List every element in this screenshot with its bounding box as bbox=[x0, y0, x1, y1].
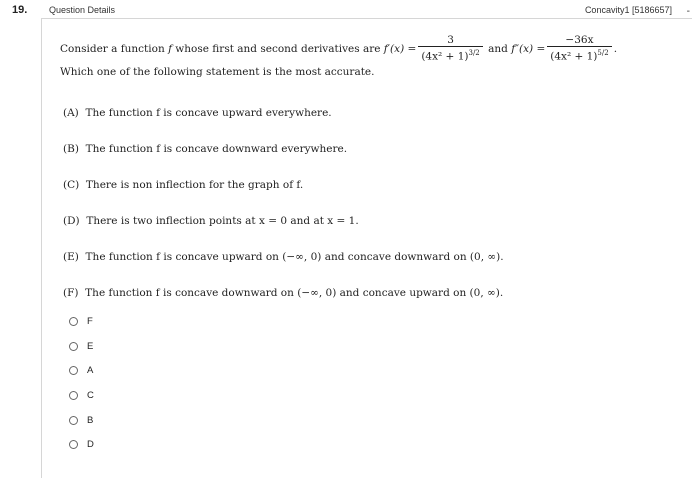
first-derivative-fraction bbox=[418, 34, 482, 64]
statement-e: (E) The function f is concave upward on (−∞, 0) and concave downward on (0, ∞). bbox=[63, 251, 504, 263]
answer-choice-2[interactable] bbox=[69, 338, 93, 354]
answer-choice-5[interactable] bbox=[69, 412, 93, 428]
second-derivative-fraction bbox=[547, 34, 611, 64]
question-details-label: Question Details bbox=[49, 5, 116, 15]
answer-choice-1[interactable] bbox=[69, 313, 93, 329]
answer-choice-6[interactable] bbox=[69, 436, 94, 452]
statement-a: (A) The function f is concave upward everywhere. bbox=[63, 107, 332, 119]
function-symbol: f bbox=[168, 43, 172, 55]
radio-button[interactable] bbox=[69, 342, 78, 351]
header-menu-dot[interactable]: - bbox=[686, 6, 690, 17]
question-code: Concavity1 [5186657] bbox=[584, 5, 672, 15]
and-text: and bbox=[488, 43, 508, 55]
question-panel bbox=[41, 18, 692, 478]
second-derivative-numerator: −36x bbox=[565, 34, 594, 47]
question-prompt: Which one of the following statement is the most accurate. bbox=[60, 66, 375, 78]
statement-b: (B) The function f is concave downward everywhere. bbox=[63, 143, 348, 155]
first-derivative-label: f′(x) = bbox=[383, 43, 417, 55]
answer-label: B bbox=[87, 414, 94, 426]
radio-button[interactable] bbox=[69, 366, 78, 375]
second-derivative-label: f″(x) = bbox=[511, 43, 546, 55]
first-derivative-denominator: $(4x^2 + 1)^{3/2}$ bbox=[418, 46, 482, 64]
radio-button[interactable] bbox=[69, 317, 78, 326]
problem-statement: Consider a function f whose first and second derivatives are f′(x) = $\frac{3}{(4x^2 + 1)^{3/2}}$ and f″(x) = $\frac{-36x}{(4x^2 + 1)^{5/2}}$ . bbox=[60, 34, 618, 63]
radio-button[interactable] bbox=[69, 416, 78, 425]
answer-choice-4[interactable] bbox=[69, 387, 94, 403]
answer-label: D bbox=[87, 438, 94, 450]
intro-prefix: Consider a function bbox=[60, 43, 165, 55]
radio-button[interactable] bbox=[69, 391, 78, 400]
answer-label: E bbox=[87, 340, 94, 352]
second-derivative-denominator: $(4x^2 + 1)^{5/2}$ bbox=[547, 46, 611, 64]
answer-label: F bbox=[87, 315, 93, 327]
answer-label: A bbox=[87, 364, 94, 376]
answer-choice-3[interactable] bbox=[69, 362, 93, 378]
question-number: 19. bbox=[12, 4, 28, 16]
answer-label: C bbox=[87, 389, 94, 401]
radio-button[interactable] bbox=[69, 440, 78, 449]
intro-mid: whose first and second derivatives are bbox=[175, 43, 381, 55]
first-derivative-numerator: 3 bbox=[447, 34, 454, 47]
statement-f: (F) The function f is concave downward on (−∞, 0) and concave upward on (0, ∞). bbox=[63, 287, 504, 299]
statement-d: (D) There is two inflection points at x = 0 and at x = 1. bbox=[63, 215, 359, 227]
statement-c: (C) There is non inflection for the graph of f. bbox=[63, 179, 304, 191]
